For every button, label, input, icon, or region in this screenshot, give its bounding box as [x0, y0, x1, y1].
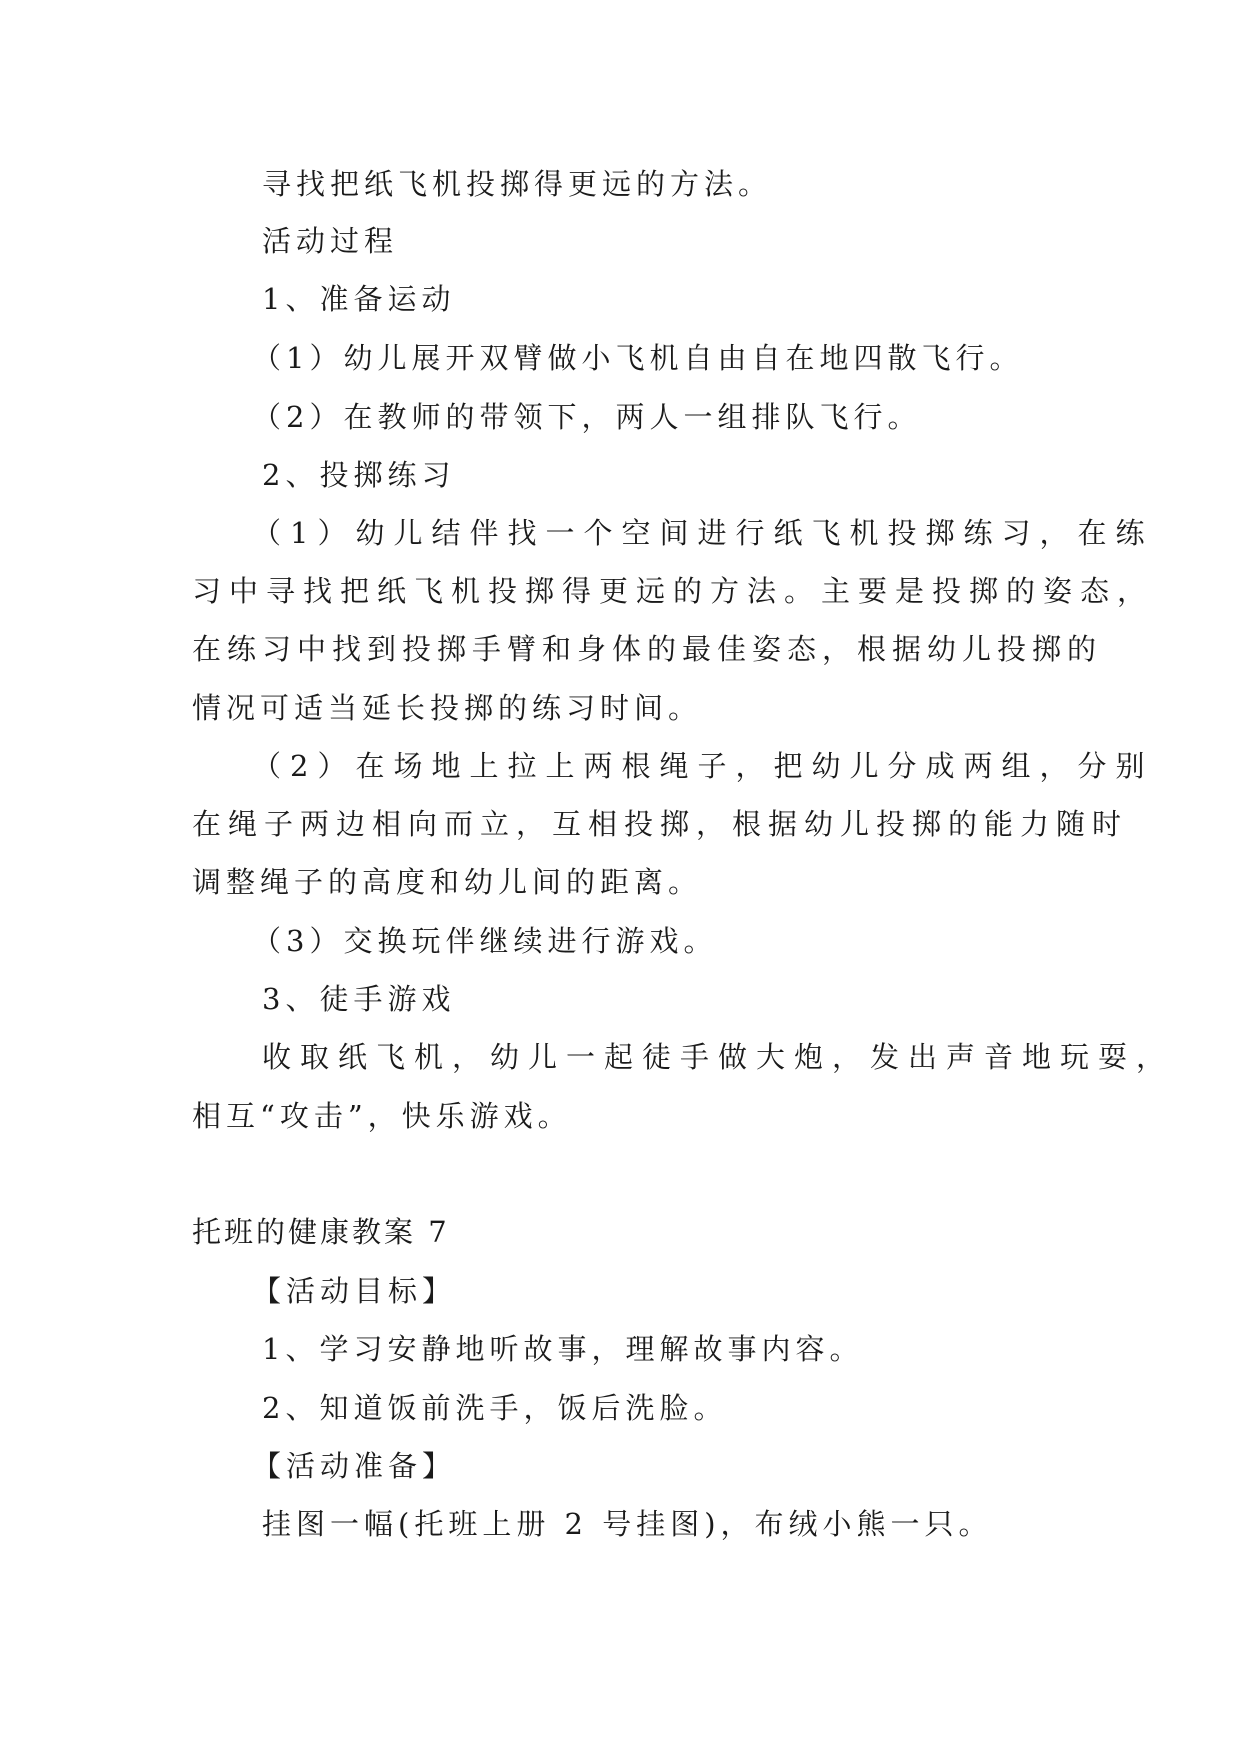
step-heading: 3、徒手游戏 — [262, 982, 456, 1016]
text-line: 情况可适当延长投掷的练习时间。 — [192, 691, 703, 725]
text-line: 在练习中找到投掷手臂和身体的最佳姿态，根据幼儿投掷的 — [192, 632, 1103, 666]
step-heading: 1、准备运动 — [262, 282, 456, 316]
text-line: （3）交换玩伴继续进行游戏。 — [252, 924, 718, 958]
text-line: 2、知道饭前洗手，饭后洗脸。 — [262, 1391, 728, 1425]
section-heading: 【活动目标】 — [252, 1274, 457, 1308]
text-line: 挂图一幅(托班上册 2 号挂图)，布绒小熊一只。 — [262, 1507, 993, 1541]
section-heading: 活动过程 — [262, 224, 399, 258]
text-line: （1）幼儿结伴找一个空间进行纸飞机投掷练习，在练 — [252, 516, 1154, 550]
text-line: 收取纸飞机，幼儿一起徒手做大炮，发出声音地玩耍， — [262, 1040, 1175, 1074]
text-line: （2）在场地上拉上两根绳子，把幼儿分成两组，分别 — [252, 749, 1154, 783]
document-title: 托班的健康教案 7 — [192, 1215, 450, 1249]
text-line: 1、学习安静地听故事，理解故事内容。 — [262, 1332, 864, 1366]
step-heading: 2、投掷练习 — [262, 458, 456, 492]
text-line: 在绳子两边相向而立，互相投掷，根据幼儿投掷的能力随时 — [192, 807, 1129, 841]
text-line: （2）在教师的带领下，两人一组排队飞行。 — [252, 400, 922, 434]
text-line: 寻找把纸飞机投掷得更远的方法。 — [262, 167, 773, 201]
text-line: （1）幼儿展开双臂做小飞机自由自在地四散飞行。 — [252, 341, 1024, 375]
text-line: 习中寻找把纸飞机投掷得更远的方法。主要是投掷的姿态， — [192, 574, 1155, 608]
section-heading: 【活动准备】 — [252, 1449, 457, 1483]
text-line: 相互“攻击”，快乐游戏。 — [192, 1099, 572, 1133]
text-line: 调整绳子的高度和幼儿间的距离。 — [192, 865, 703, 899]
